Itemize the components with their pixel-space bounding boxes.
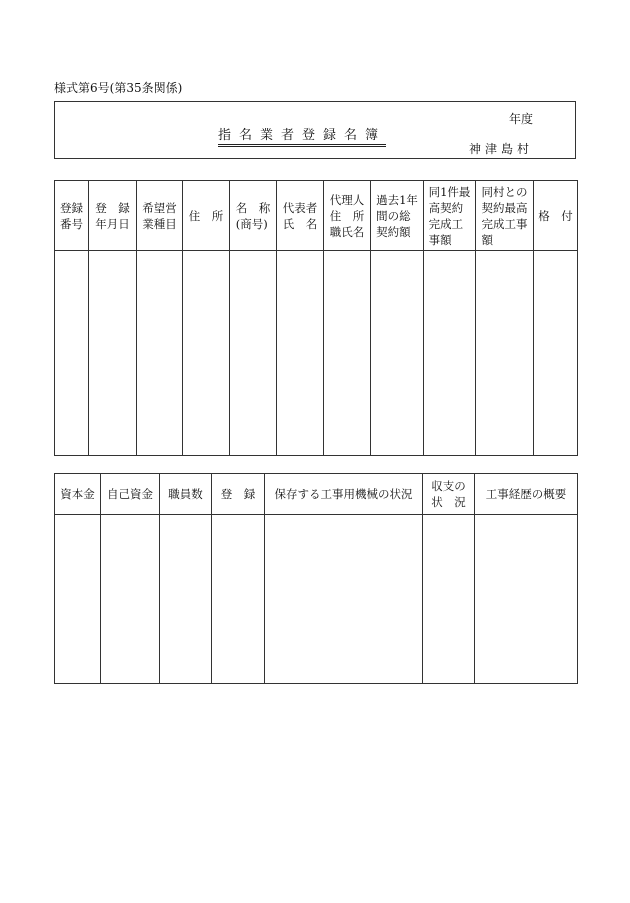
cell-representative [277,251,324,456]
cell-staff-count [160,515,212,684]
form-number: 様式第6号(第35条関係) [54,81,183,95]
cell-rating [534,251,578,456]
cell-address [183,251,230,456]
page-title: 指名業者登録名簿 [218,124,386,147]
header-agent: 代理人 住 所 職氏名 [324,181,371,251]
table-row [55,515,578,684]
header-capital: 資本金 [55,474,101,515]
header-max-single-contract: 同1件最 高契約 完成工 事額 [424,181,476,251]
table-row [55,251,578,456]
header-total-contract: 過去1年 間の総 契約額 [371,181,424,251]
header-rating: 格 付 [534,181,578,251]
fiscal-year-label: 年度 [508,112,533,126]
header-registration: 登 録 [212,474,265,515]
capability-table [54,473,578,684]
cell-trade-name [230,251,277,456]
cell-capital [55,515,101,684]
cell-work-history [475,515,578,684]
cell-max-single-contract [424,251,476,456]
title-box [54,101,576,159]
header-registration-number: 登録 番号 [55,181,89,251]
cell-registration-number [55,251,89,456]
header-trade-name: 名 称 (商号) [230,181,277,251]
header-address: 住 所 [183,181,230,251]
cell-machinery [265,515,423,684]
cell-desired-business [137,251,183,456]
header-own-funds: 自己資金 [101,474,160,515]
header-representative: 代表者 氏 名 [277,181,324,251]
header-registration-date: 登 録 年月日 [89,181,137,251]
cell-max-village-contract [476,251,534,456]
cell-income-expense [423,515,475,684]
cell-registration [212,515,265,684]
cell-total-contract [371,251,424,456]
cell-own-funds [101,515,160,684]
header-work-history: 工事経歴の概要 [475,474,578,515]
header-income-expense: 収支の 状 況 [423,474,475,515]
header-machinery: 保存する工事用機械の状況 [265,474,423,515]
village-name: 神津島村 [468,142,533,156]
registration-table [54,180,578,456]
header-staff-count: 職員数 [160,474,212,515]
cell-agent [324,251,371,456]
header-max-village-contract: 同村との 契約最高 完成工事 額 [476,181,534,251]
cell-registration-date [89,251,137,456]
header-desired-business: 希望営 業種目 [137,181,183,251]
